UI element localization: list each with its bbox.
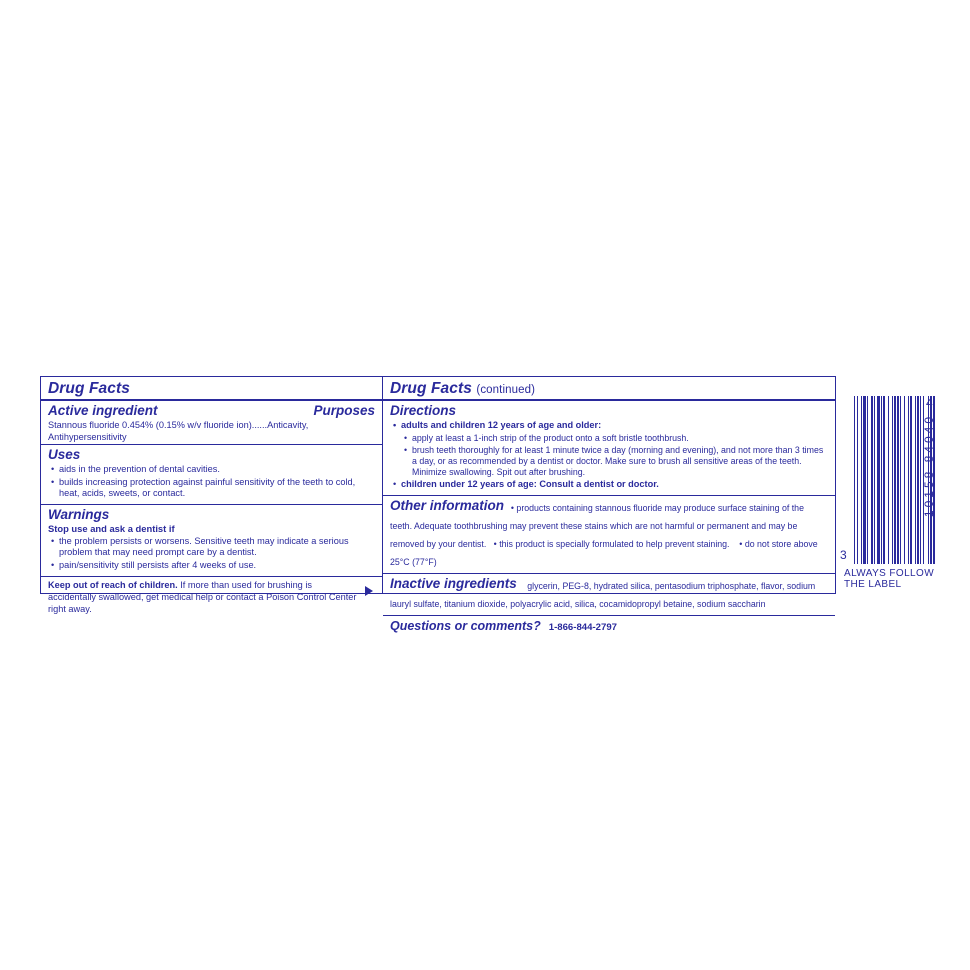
continued-note: (continued) bbox=[476, 384, 536, 396]
list-item: • pain/sensitivity still persists after 4 weeks of use. bbox=[59, 560, 375, 572]
questions-phone-number[interactable]: 1-866-844-2797 bbox=[548, 621, 618, 633]
list-item: • builds increasing protection against painful sensitivity of the teeth to cold, heat, acids, sweets, or contact. bbox=[59, 477, 375, 500]
list-item: • brush teeth thoroughly for at least 1 minute twice a day (morning and evening), and not more than 3 times a day, or as recommended by a dentist or doctor. Make sure to brush all sensitive areas of the teeth. Minimize swallowing. Spit out after brushing. bbox=[412, 445, 828, 479]
list-item: • the problem persists or worsens. Sensitive teeth may indicate a serious problem that may need prompt care by a dentist. bbox=[59, 536, 375, 559]
barcode-number: 10158 84040 bbox=[922, 414, 936, 518]
drug-facts-right-column bbox=[383, 377, 835, 633]
questions-block bbox=[383, 616, 835, 635]
questions-heading: Questions or comments? bbox=[390, 618, 541, 633]
other-info-bullet-2: this product is specially formulated to help prevent staining. bbox=[499, 538, 730, 549]
drug-facts-continued-label: Drug Facts bbox=[390, 380, 472, 397]
other-info-bullet-3: do not store above 25°C (77°F) bbox=[390, 538, 818, 567]
list-item: • adults and children 12 years of age and older: bbox=[401, 420, 828, 432]
uses-heading: Uses bbox=[48, 447, 81, 463]
inactive-ingredients-block bbox=[383, 574, 835, 615]
keep-out-of-reach-block bbox=[41, 577, 382, 618]
keep-out-text bbox=[48, 580, 359, 616]
uses-list bbox=[48, 464, 375, 500]
drug-facts-left-column bbox=[41, 377, 383, 614]
directions-sub-list bbox=[390, 433, 828, 479]
warnings-subheading: Stop use and ask a dentist if bbox=[48, 522, 175, 534]
always-follow-label-text: ALWAYS FOLLOW THE LABEL bbox=[844, 568, 935, 590]
directions-list bbox=[390, 420, 828, 432]
directions-heading: Directions bbox=[390, 403, 457, 419]
active-ingredient-heading: Active ingredient bbox=[48, 403, 158, 419]
product-label-artwork bbox=[28, 368, 943, 633]
keep-out-rest: If more than used for brushing is accidentally swallowed, get medical help or contact a Poison Control Center right away. bbox=[48, 579, 357, 614]
purposes-heading: Purposes bbox=[313, 403, 375, 419]
other-info-bullet-1: products containing stannous fluoride may produce surface staining of the teeth. Adequate toothbrushing may prevent these stains which are not harmful or permanent and may be removed by your dentist. bbox=[390, 502, 804, 549]
barcode bbox=[840, 396, 936, 564]
keep-out-bold: Keep out of reach of children. bbox=[48, 579, 178, 590]
barcode-bars bbox=[854, 396, 920, 564]
drug-facts-panel bbox=[40, 376, 836, 633]
other-information-text: • products containing stannous fluoride may produce surface staining of the teeth. Adequate toothbrushing may prevent these stains which are not harmful or permanent and may be removed by your dentist. • this product is specially formulated to help prevent staining. • do not store above 25°C (77°F) bbox=[390, 502, 818, 567]
drug-facts-title: Drug Facts bbox=[48, 380, 130, 397]
list-item: • apply at least a 1-inch strip of the product onto a soft bristle toothbrush. bbox=[412, 433, 828, 444]
active-ingredient-text: Stannous fluoride 0.454% (0.15% w/v fluoride ion)......Anticavity, Antihypersensitivity bbox=[48, 419, 309, 442]
other-information-block bbox=[383, 496, 835, 573]
barcode-left-digit: 3 bbox=[840, 548, 847, 562]
directions-list-children bbox=[390, 479, 828, 491]
inactive-ingredients-text: glycerin, PEG-8, hydrated silica, pentasodium triphosphate, flavor, sodium lauryl sulfate, titanium dioxide, polyacrylic acid, silica, cocamidopropyl betaine, sodium saccharin bbox=[390, 580, 816, 609]
warnings-heading: Warnings bbox=[48, 506, 110, 522]
list-item: • aids in the prevention of dental cavities. bbox=[59, 464, 375, 476]
list-item bbox=[401, 479, 828, 491]
warnings-list bbox=[48, 536, 375, 572]
barcode-right-digit: 4 bbox=[926, 396, 933, 410]
triangle-pointer-icon bbox=[365, 586, 373, 596]
drug-facts-continued-title bbox=[390, 380, 828, 397]
other-information-heading: Other information bbox=[390, 497, 504, 513]
inactive-ingredients-heading: Inactive ingredients bbox=[390, 575, 517, 591]
children-under-12-text: children under 12 years of age: Consult a dentist or doctor. bbox=[401, 479, 659, 490]
